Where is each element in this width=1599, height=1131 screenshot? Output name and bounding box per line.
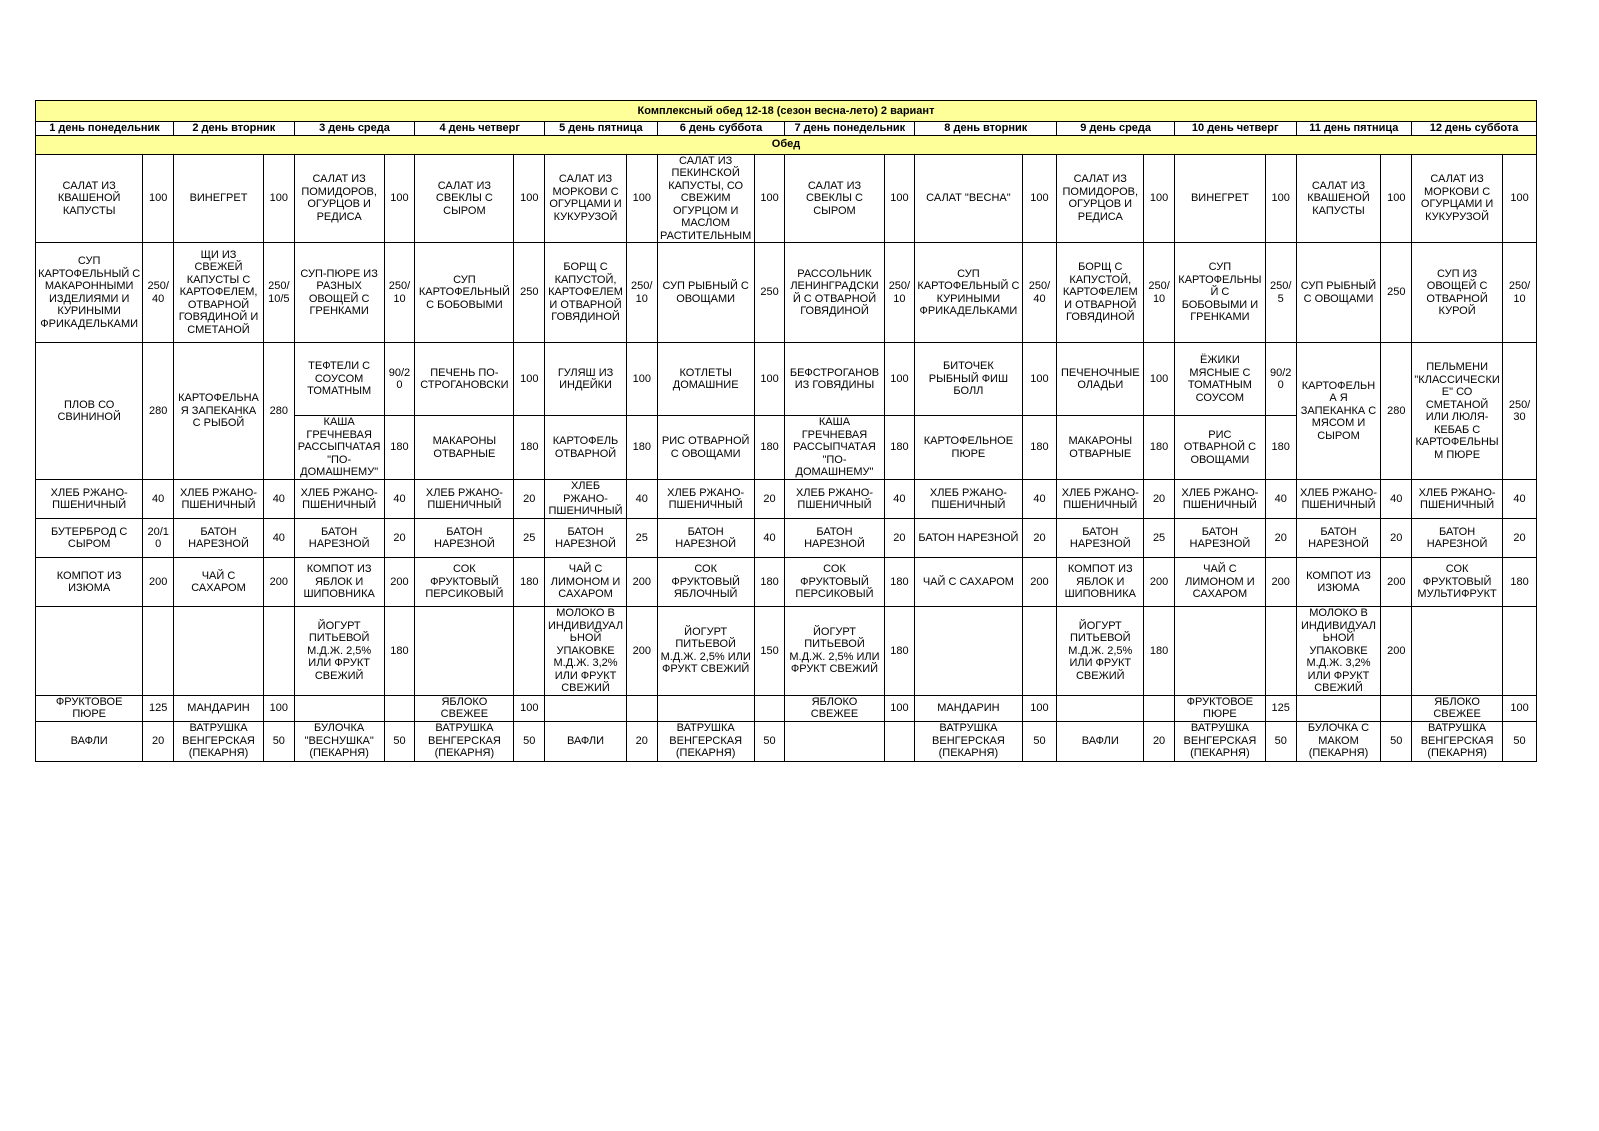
dairy-quantity: 200 (1381, 607, 1412, 696)
dairy-dish (1412, 607, 1503, 696)
side-quantity: 180 (754, 416, 785, 480)
main-quantity: 90/2 0 (1265, 343, 1296, 416)
baton-dish: БАТОН НАРЕЗНОЙ (1412, 519, 1503, 558)
dairy-quantity (1022, 607, 1057, 696)
dairy-quantity: 150 (754, 607, 785, 696)
bakery-dish: ВАТРУШКА ВЕНГЕРСКАЯ (ПЕКАРНЯ) (174, 721, 264, 761)
side-quantity: 180 (514, 416, 545, 480)
dairy-dish: ЙОГУРТ ПИТЬЕВОЙ М.Д.Ж. 2,5% ИЛИ ФРУКТ СВЕЖИЙ (294, 607, 384, 696)
baton-quantity: 20 (1022, 519, 1057, 558)
bread-quantity: 40 (143, 480, 174, 519)
dairy-quantity (143, 607, 174, 696)
drink-quantity: 180 (514, 558, 545, 607)
main-quantity: 100 (884, 343, 915, 416)
day-header: 11 день пятница (1296, 122, 1412, 136)
fruit-dish: МАНДАРИН (174, 695, 264, 721)
side-quantity: 180 (1022, 416, 1057, 480)
dairy-dish: МОЛОКО В ИНДИВИДУАЛ ЬНОЙ УПАКОВКЕ М.Д.Ж. 3,2% ИЛИ ФРУКТ СВЕЖИЙ (1296, 607, 1381, 696)
soup-quantity: 250 (1381, 243, 1412, 343)
dairy-quantity (1503, 607, 1537, 696)
fruit-dish: ЯБЛОКО СВЕЖЕЕ (415, 695, 514, 721)
salad-quantity: 100 (514, 154, 545, 243)
fruit-quantity: 100 (263, 695, 294, 721)
main-quantity: 100 (514, 343, 545, 416)
bakery-dish: БУЛОЧКА "ВЕСНУШКА" (ПЕКАРНЯ) (294, 721, 384, 761)
soup-dish: РАССОЛЬНИК ЛЕНИНГРАДСКИЙ С ОТВАРНОЙ ГОВЯДИНОЙ (785, 243, 884, 343)
drink-quantity: 200 (384, 558, 415, 607)
day-header: 12 день суббота (1412, 122, 1537, 136)
bakery-dish: ВАТРУШКА ВЕНГЕРСКАЯ (ПЕКАРНЯ) (1174, 721, 1265, 761)
baton-dish: БАТОН НАРЕЗНОЙ (1057, 519, 1144, 558)
bread-dish: ХЛЕБ РЖАНО-ПШЕНИЧНЫЙ (915, 480, 1022, 519)
drink-quantity: 180 (754, 558, 785, 607)
bakery-quantity: 20 (626, 721, 657, 761)
soup-dish: СУП-ПЮРЕ ИЗ РАЗНЫХ ОВОЩЕЙ С ГРЕНКАМИ (294, 243, 384, 343)
soup-dish: СУП РЫБНЫЙ С ОВОЩАМИ (1296, 243, 1381, 343)
day-header: 4 день четверг (415, 122, 545, 136)
bakery-dish: ВАФЛИ (545, 721, 627, 761)
soup-quantity: 250/ 10/5 (263, 243, 294, 343)
combined-quantity: 280 (1381, 343, 1412, 480)
soup-dish: БОРЩ С КАПУСТОЙ, КАРТОФЕЛЕМ И ОТВАРНОЙ ГОВЯДИНОЙ (1057, 243, 1144, 343)
fruit-quantity (626, 695, 657, 721)
bread-quantity: 40 (1265, 480, 1296, 519)
drink-dish: ЧАЙ С ЛИМОНОМ И САХАРОМ (545, 558, 627, 607)
bread-dish: ХЛЕБ РЖАНО-ПШЕНИЧНЫЙ (294, 480, 384, 519)
bakery-quantity: 20 (1144, 721, 1175, 761)
combined-dish: ПЕЛЬМЕНИ "КЛАССИЧЕСКИ Е" СО СМЕТАНОЙ ИЛИ ЛЮЛЯ-КЕБАБ С КАРТОФЕЛЬНЫ М ПЮРЕ (1412, 343, 1503, 480)
baton-dish: БАТОН НАРЕЗНОЙ (785, 519, 884, 558)
baton-dish: БАТОН НАРЕЗНОЙ (174, 519, 264, 558)
fruit-dish: ЯБЛОКО СВЕЖЕЕ (785, 695, 884, 721)
bakery-dish: ВАФЛИ (36, 721, 143, 761)
baton-dish: БУТЕРБРОД С СЫРОМ (36, 519, 143, 558)
dairy-quantity: 180 (1144, 607, 1175, 696)
bread-quantity: 40 (263, 480, 294, 519)
menu-sheet (35, 100, 1537, 762)
dairy-quantity: 180 (384, 607, 415, 696)
drink-quantity: 180 (884, 558, 915, 607)
soup-quantity: 250/ 40 (143, 243, 174, 343)
bread-dish: ХЛЕБ РЖАНО-ПШЕНИЧНЫЙ (785, 480, 884, 519)
bread-quantity: 40 (626, 480, 657, 519)
baton-quantity: 20 (1265, 519, 1296, 558)
bread-dish: ХЛЕБ РЖАНО-ПШЕНИЧНЫЙ (1174, 480, 1265, 519)
salad-quantity: 100 (384, 154, 415, 243)
bread-quantity: 40 (384, 480, 415, 519)
bakery-dish: ВАФЛИ (1057, 721, 1144, 761)
dairy-dish (1174, 607, 1265, 696)
soup-quantity: 250/ 40 (1022, 243, 1057, 343)
baton-dish: БАТОН НАРЕЗНОЙ (915, 519, 1022, 558)
bakery-dish: ВАТРУШКА ВЕНГЕРСКАЯ (ПЕКАРНЯ) (657, 721, 754, 761)
fruit-quantity (1144, 695, 1175, 721)
fruit-dish: ЯБЛОКО СВЕЖЕЕ (1412, 695, 1503, 721)
baton-dish: БАТОН НАРЕЗНОЙ (545, 519, 627, 558)
main-dish: КОТЛЕТЫ ДОМАШНИЕ (657, 343, 754, 416)
bread-dish: ХЛЕБ РЖАНО-ПШЕНИЧНЫЙ (415, 480, 514, 519)
salad-quantity: 100 (1381, 154, 1412, 243)
bakery-quantity: 50 (1503, 721, 1537, 761)
side-dish: РИС ОТВАРНОЙ С ОВОЩАМИ (1174, 416, 1265, 480)
bread-dish: ХЛЕБ РЖАНО-ПШЕНИЧНЫЙ (1057, 480, 1144, 519)
side-quantity: 180 (626, 416, 657, 480)
drink-dish: ЧАЙ С САХАРОМ (174, 558, 264, 607)
combined-quantity: 280 (143, 343, 174, 480)
combined-quantity: 280 (263, 343, 294, 480)
main-dish: ЁЖИКИ МЯСНЫЕ С ТОМАТНЫМ СОУСОМ (1174, 343, 1265, 416)
salad-dish: ВИНЕГРЕТ (174, 154, 264, 243)
fruit-dish: ФРУКТОВОЕ ПЮРЕ (36, 695, 143, 721)
drink-dish: КОМПОТ ИЗ ИЗЮМА (1296, 558, 1381, 607)
baton-quantity: 20 (884, 519, 915, 558)
drink-dish: ЧАЙ С САХАРОМ (915, 558, 1022, 607)
salad-dish: САЛАТ ИЗ ПОМИДОРОВ, ОГУРЦОВ И РЕДИСА (294, 154, 384, 243)
baton-quantity: 40 (754, 519, 785, 558)
side-dish: МАКАРОНЫ ОТВАРНЫЕ (1057, 416, 1144, 480)
dairy-dish: ЙОГУРТ ПИТЬЕВОЙ М.Д.Ж. 2,5% ИЛИ ФРУКТ СВЕЖИЙ (785, 607, 884, 696)
bread-dish: ХЛЕБ РЖАНО-ПШЕНИЧНЫЙ (545, 480, 627, 519)
bakery-quantity: 50 (263, 721, 294, 761)
dairy-quantity (263, 607, 294, 696)
salad-dish: САЛАТ ИЗ СВЕКЛЫ С СЫРОМ (415, 154, 514, 243)
day-header: 5 день пятница (545, 122, 657, 136)
salad-quantity: 100 (1265, 154, 1296, 243)
day-header: 8 день вторник (915, 122, 1057, 136)
bread-quantity: 40 (1381, 480, 1412, 519)
main-quantity: 90/2 0 (384, 343, 415, 416)
dairy-quantity (1265, 607, 1296, 696)
bread-quantity: 20 (754, 480, 785, 519)
main-quantity: 100 (626, 343, 657, 416)
fruit-dish: ФРУКТОВОЕ ПЮРЕ (1174, 695, 1265, 721)
menu-title: Комплексный обед 12-18 (сезон весна-лето) 2 вариант (36, 101, 1537, 122)
fruit-quantity: 125 (1265, 695, 1296, 721)
fruit-dish (294, 695, 384, 721)
main-dish: ПЕЧЕНОЧНЫЕ ОЛАДЬИ (1057, 343, 1144, 416)
side-quantity: 180 (1265, 416, 1296, 480)
drink-dish: КОМПОТ ИЗ ЯБЛОК И ШИПОВНИКА (1057, 558, 1144, 607)
salad-quantity: 100 (263, 154, 294, 243)
bakery-dish: ВАТРУШКА ВЕНГЕРСКАЯ (ПЕКАРНЯ) (415, 721, 514, 761)
salad-quantity: 100 (1503, 154, 1537, 243)
bakery-quantity (884, 721, 915, 761)
dairy-quantity (514, 607, 545, 696)
dairy-dish: ЙОГУРТ ПИТЬЕВОЙ М.Д.Ж. 2,5% ИЛИ ФРУКТ СВЕЖИЙ (657, 607, 754, 696)
drink-quantity: 200 (143, 558, 174, 607)
bread-dish: ХЛЕБ РЖАНО-ПШЕНИЧНЫЙ (36, 480, 143, 519)
bread-quantity: 40 (1503, 480, 1537, 519)
day-header: 3 день среда (294, 122, 415, 136)
soup-dish: ЩИ ИЗ СВЕЖЕЙ КАПУСТЫ С КАРТОФЕЛЕМ, ОТВАРНОЙ ГОВЯДИНОЙ И СМЕТАНОЙ (174, 243, 264, 343)
bread-dish: ХЛЕБ РЖАНО-ПШЕНИЧНЫЙ (1412, 480, 1503, 519)
salad-quantity: 100 (884, 154, 915, 243)
fruit-dish (545, 695, 627, 721)
salad-dish: ВИНЕГРЕТ (1174, 154, 1265, 243)
soup-quantity: 250/ 10 (1144, 243, 1175, 343)
side-quantity: 180 (384, 416, 415, 480)
main-quantity: 100 (1022, 343, 1057, 416)
soup-quantity: 250/ 10 (1503, 243, 1537, 343)
drink-dish: СОК ФРУКТОВЫЙ ЯБЛОЧНЫЙ (657, 558, 754, 607)
baton-quantity: 25 (1144, 519, 1175, 558)
bread-quantity: 20 (1144, 480, 1175, 519)
dairy-dish (36, 607, 143, 696)
bakery-dish: ВАТРУШКА ВЕНГЕРСКАЯ (ПЕКАРНЯ) (1412, 721, 1503, 761)
bakery-quantity: 50 (384, 721, 415, 761)
baton-quantity: 20 (1503, 519, 1537, 558)
side-quantity: 180 (1144, 416, 1175, 480)
menu-table (35, 100, 1537, 762)
soup-quantity: 250 (754, 243, 785, 343)
soup-quantity: 250/ 10 (626, 243, 657, 343)
salad-dish: САЛАТ ИЗ СВЕКЛЫ С СЫРОМ (785, 154, 884, 243)
fruit-dish (657, 695, 754, 721)
side-dish: КАРТОФЕЛЬНОЕ ПЮРЕ (915, 416, 1022, 480)
salad-dish: САЛАТ ИЗ КВАШЕНОЙ КАПУСТЫ (1296, 154, 1381, 243)
fruit-dish (1296, 695, 1381, 721)
salad-quantity: 100 (754, 154, 785, 243)
baton-quantity: 25 (514, 519, 545, 558)
salad-quantity: 100 (1144, 154, 1175, 243)
drink-dish: КОМПОТ ИЗ ИЗЮМА (36, 558, 143, 607)
day-header: 10 день четверг (1174, 122, 1296, 136)
day-header: 9 день среда (1057, 122, 1175, 136)
dairy-dish (174, 607, 264, 696)
day-header: 2 день вторник (174, 122, 295, 136)
soup-quantity: 250 (514, 243, 545, 343)
drink-quantity: 200 (626, 558, 657, 607)
baton-dish: БАТОН НАРЕЗНОЙ (657, 519, 754, 558)
salad-dish: САЛАТ ИЗ МОРКОВИ С ОГУРЦАМИ И КУКУРУЗОЙ (545, 154, 627, 243)
main-quantity: 100 (1144, 343, 1175, 416)
drink-dish: КОМПОТ ИЗ ЯБЛОК И ШИПОВНИКА (294, 558, 384, 607)
fruit-dish (1057, 695, 1144, 721)
baton-dish: БАТОН НАРЕЗНОЙ (1296, 519, 1381, 558)
salad-quantity: 100 (1022, 154, 1057, 243)
dairy-dish: МОЛОКО В ИНДИВИДУАЛ ЬНОЙ УПАКОВКЕ М.Д.Ж. 3,2% ИЛИ ФРУКТ СВЕЖИЙ (545, 607, 627, 696)
bakery-quantity: 50 (1381, 721, 1412, 761)
side-dish: КАРТОФЕЛЬ ОТВАРНОЙ (545, 416, 627, 480)
side-dish: МАКАРОНЫ ОТВАРНЫЕ (415, 416, 514, 480)
main-dish: БИТОЧЕК РЫБНЫЙ ФИШ БОЛЛ (915, 343, 1022, 416)
combined-dish: КАРТОФЕЛЬНА Я ЗАПЕКАНКА С РЫБОЙ (174, 343, 264, 480)
bakery-quantity: 50 (754, 721, 785, 761)
dairy-dish: ЙОГУРТ ПИТЬЕВОЙ М.Д.Ж. 2,5% ИЛИ ФРУКТ СВЕЖИЙ (1057, 607, 1144, 696)
drink-dish: СОК ФРУКТОВЫЙ МУЛЬТИФРУКТ (1412, 558, 1503, 607)
soup-dish: БОРЩ С КАПУСТОЙ, КАРТОФЕЛЕМ И ОТВАРНОЙ ГОВЯДИНОЙ (545, 243, 627, 343)
bakery-quantity: 50 (1022, 721, 1057, 761)
drink-quantity: 200 (263, 558, 294, 607)
salad-dish: САЛАТ ИЗ МОРКОВИ С ОГУРЦАМИ И КУКУРУЗОЙ (1412, 154, 1503, 243)
main-dish: ПЕЧЕНЬ ПО-СТРОГАНОВСКИ (415, 343, 514, 416)
fruit-quantity (754, 695, 785, 721)
side-dish: КАША ГРЕЧНЕВАЯ РАССЫПЧАТАЯ "ПО-ДОМАШНЕМУ" (294, 416, 384, 480)
side-dish: РИС ОТВАРНОЙ С ОВОЩАМИ (657, 416, 754, 480)
baton-quantity: 25 (626, 519, 657, 558)
bakery-dish: БУЛОЧКА С МАКОМ (ПЕКАРНЯ) (1296, 721, 1381, 761)
salad-dish: САЛАТ ИЗ КВАШЕНОЙ КАПУСТЫ (36, 154, 143, 243)
drink-dish: ЧАЙ С ЛИМОНОМ И САХАРОМ (1174, 558, 1265, 607)
soup-quantity: 250/ 10 (884, 243, 915, 343)
section-title: Обед (36, 135, 1537, 154)
baton-quantity: 20/1 0 (143, 519, 174, 558)
fruit-quantity: 125 (143, 695, 174, 721)
dairy-dish (915, 607, 1022, 696)
baton-dish: БАТОН НАРЕЗНОЙ (1174, 519, 1265, 558)
soup-dish: СУП ИЗ ОВОЩЕЙ С ОТВАРНОЙ КУРОЙ (1412, 243, 1503, 343)
salad-dish: САЛАТ ИЗ ПОМИДОРОВ, ОГУРЦОВ И РЕДИСА (1057, 154, 1144, 243)
main-quantity: 100 (754, 343, 785, 416)
baton-quantity: 20 (384, 519, 415, 558)
day-header: 6 день суббота (657, 122, 785, 136)
fruit-quantity: 100 (884, 695, 915, 721)
soup-dish: СУП КАРТОФЕЛЬНЫЙ С БОБОВЫМИ (415, 243, 514, 343)
salad-dish: САЛАТ "ВЕСНА" (915, 154, 1022, 243)
combined-dish: ПЛОВ СО СВИНИНОЙ (36, 343, 143, 480)
baton-dish: БАТОН НАРЕЗНОЙ (415, 519, 514, 558)
drink-dish: СОК ФРУКТОВЫЙ ПЕРСИКОВЫЙ (785, 558, 884, 607)
drink-quantity: 200 (1265, 558, 1296, 607)
main-dish: ТЕФТЕЛИ С СОУСОМ ТОМАТНЫМ (294, 343, 384, 416)
day-header: 1 день понедельник (36, 122, 174, 136)
day-header: 7 день понедельник (785, 122, 915, 136)
main-dish: БЕФСТРОГАНОВ ИЗ ГОВЯДИНЫ (785, 343, 884, 416)
combined-quantity: 250/ 30 (1503, 343, 1537, 480)
soup-quantity: 250/ 5 (1265, 243, 1296, 343)
drink-dish: СОК ФРУКТОВЫЙ ПЕРСИКОВЫЙ (415, 558, 514, 607)
salad-quantity: 100 (143, 154, 174, 243)
soup-dish: СУП КАРТОФЕЛЬНЫЙ С МАКАРОННЫМИ ИЗДЕЛИЯМИ И КУРИНЫМИ ФРИКАДЕЛЬКАМИ (36, 243, 143, 343)
dairy-dish (415, 607, 514, 696)
side-dish: КАША ГРЕЧНЕВАЯ РАССЫПЧАТАЯ "ПО-ДОМАШНЕМУ" (785, 416, 884, 480)
baton-quantity: 40 (263, 519, 294, 558)
bakery-quantity: 20 (143, 721, 174, 761)
soup-dish: СУП КАРТОФЕЛЬНЫ Й С БОБОВЫМИ И ГРЕНКАМИ (1174, 243, 1265, 343)
bakery-quantity: 50 (514, 721, 545, 761)
fruit-quantity: 100 (514, 695, 545, 721)
drink-quantity: 200 (1144, 558, 1175, 607)
bakery-dish: ВАТРУШКА ВЕНГЕРСКАЯ (ПЕКАРНЯ) (915, 721, 1022, 761)
fruit-quantity (1381, 695, 1412, 721)
soup-dish: СУП РЫБНЫЙ С ОВОЩАМИ (657, 243, 754, 343)
drink-quantity: 180 (1503, 558, 1537, 607)
drink-quantity: 200 (1381, 558, 1412, 607)
bread-quantity: 40 (884, 480, 915, 519)
drink-quantity: 200 (1022, 558, 1057, 607)
bakery-dish (785, 721, 884, 761)
fruit-quantity: 100 (1503, 695, 1537, 721)
bread-quantity: 40 (1022, 480, 1057, 519)
bread-dish: ХЛЕБ РЖАНО-ПШЕНИЧНЫЙ (657, 480, 754, 519)
salad-dish: САЛАТ ИЗ ПЕКИНСКОЙ КАПУСТЫ, СО СВЕЖИМ ОГУРЦОМ И МАСЛОМ РАСТИТЕЛЬНЫМ (657, 154, 754, 243)
baton-quantity: 20 (1381, 519, 1412, 558)
bread-quantity: 20 (514, 480, 545, 519)
bakery-quantity: 50 (1265, 721, 1296, 761)
dairy-quantity: 200 (626, 607, 657, 696)
baton-dish: БАТОН НАРЕЗНОЙ (294, 519, 384, 558)
soup-dish: СУП КАРТОФЕЛЬНЫЙ С КУРИНЫМИ ФРИКАДЕЛЬКАМИ (915, 243, 1022, 343)
fruit-quantity: 100 (1022, 695, 1057, 721)
bread-dish: ХЛЕБ РЖАНО-ПШЕНИЧНЫЙ (1296, 480, 1381, 519)
combined-dish: КАРТОФЕЛЬНА Я ЗАПЕКАНКА С МЯСОМ И СЫРОМ (1296, 343, 1381, 480)
soup-quantity: 250/ 10 (384, 243, 415, 343)
side-quantity: 180 (884, 416, 915, 480)
fruit-quantity (384, 695, 415, 721)
bread-dish: ХЛЕБ РЖАНО-ПШЕНИЧНЫЙ (174, 480, 264, 519)
main-dish: ГУЛЯШ ИЗ ИНДЕЙКИ (545, 343, 627, 416)
salad-quantity: 100 (626, 154, 657, 243)
dairy-quantity: 180 (884, 607, 915, 696)
fruit-dish: МАНДАРИН (915, 695, 1022, 721)
